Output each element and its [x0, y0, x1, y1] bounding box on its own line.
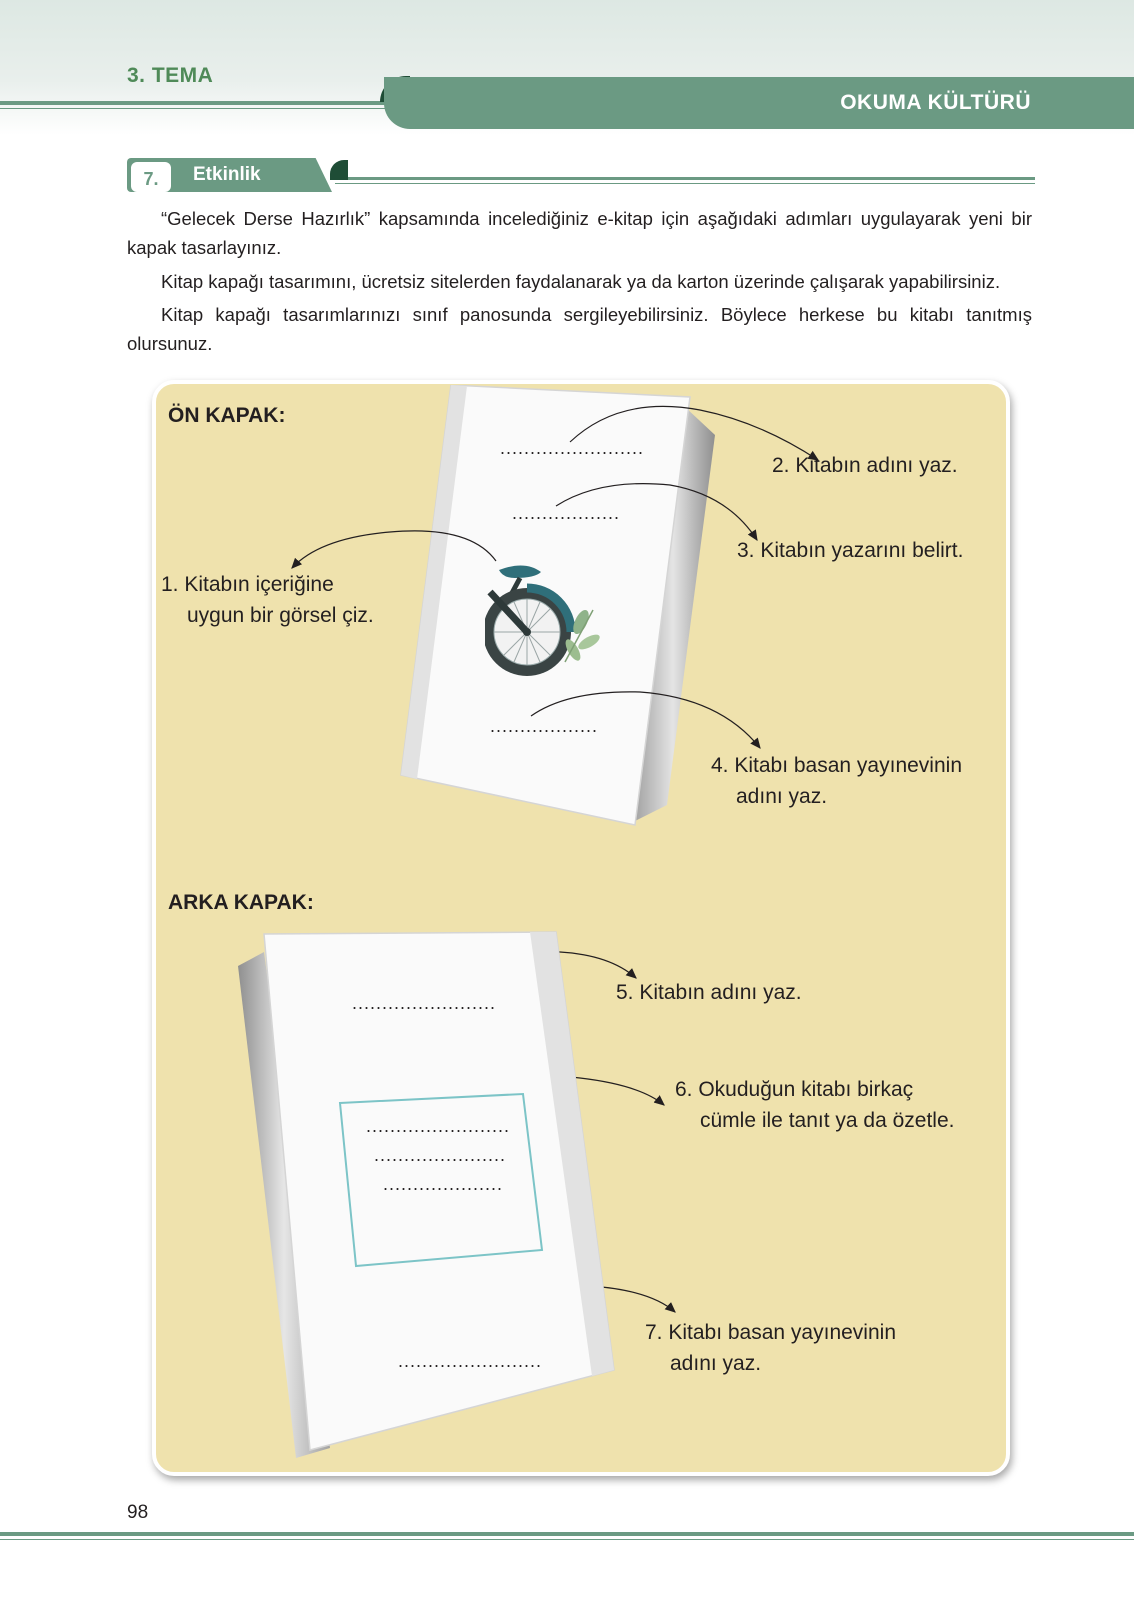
step-4-label-line2: adını yaz. [736, 785, 828, 808]
activity-title: Etkinlik [193, 164, 261, 185]
back-summary-blank-3: .................... [383, 1174, 504, 1194]
step-3-label: 3. Kitabın yazarını belirt. [737, 539, 964, 562]
footer-rule-thin [0, 1539, 1134, 1540]
instruction-paragraph-1: “Gelecek Derse Hazırlık” kapsamında incelediğiniz e-kitap için aşağıdaki adımları uygulayarak yeni bir kapak tasarlayınız. [127, 208, 1032, 258]
step-6-label-line1: 6. Okuduğun kitabı birkaç [675, 1078, 914, 1101]
step-7-label-line2: adını yaz. [670, 1352, 762, 1375]
step-2-label: 2. Kitabın adını yaz. [772, 454, 958, 477]
front-cover-heading: ÖN KAPAK: [168, 404, 286, 427]
back-publisher-blank: ........................ [398, 1351, 543, 1371]
step-1-label-line1: 1. Kitabın içeriğine [161, 573, 334, 596]
front-publisher-blank: .................. [490, 716, 599, 736]
back-summary-blank-1: ........................ [366, 1116, 511, 1136]
instruction-paragraph-2: Kitap kapağı tasarımını, ücretsiz sitelerden faydalanarak ya da karton üzerinde çalışarak yapabilirsiniz. [161, 271, 1001, 292]
front-title-blank: ........................ [500, 438, 645, 458]
step-4-label-line1: 4. Kitabı basan yayınevinin [711, 754, 962, 777]
theme-label: 3. TEMA [127, 64, 214, 87]
back-title-blank: ........................ [352, 993, 497, 1013]
step-7-label-line1: 7. Kitabı basan yayınevinin [645, 1321, 896, 1344]
back-cover-heading: ARKA KAPAK: [168, 891, 314, 914]
page-number: 98 [127, 1502, 149, 1523]
footer-rule [0, 1532, 1134, 1536]
instruction-paragraph-3: Kitap kapağı tasarımlarınızı sınıf panosunda sergileyebilirsiniz. Böylece herkese bu kitabı tanıtmış olursunuz. [127, 304, 1032, 354]
activity-number: 7. [131, 162, 171, 192]
step-5-label: 5. Kitabın adını yaz. [616, 981, 802, 1004]
front-author-blank: .................. [512, 503, 621, 523]
section-title: OKUMA KÜLTÜRÜ [840, 91, 1031, 114]
step-1-label-line2: uygun bir görsel çiz. [187, 604, 374, 627]
step-6-label-line2: cümle ile tanıt ya da özetle. [700, 1109, 955, 1132]
back-summary-blank-2: ...................... [374, 1145, 507, 1165]
